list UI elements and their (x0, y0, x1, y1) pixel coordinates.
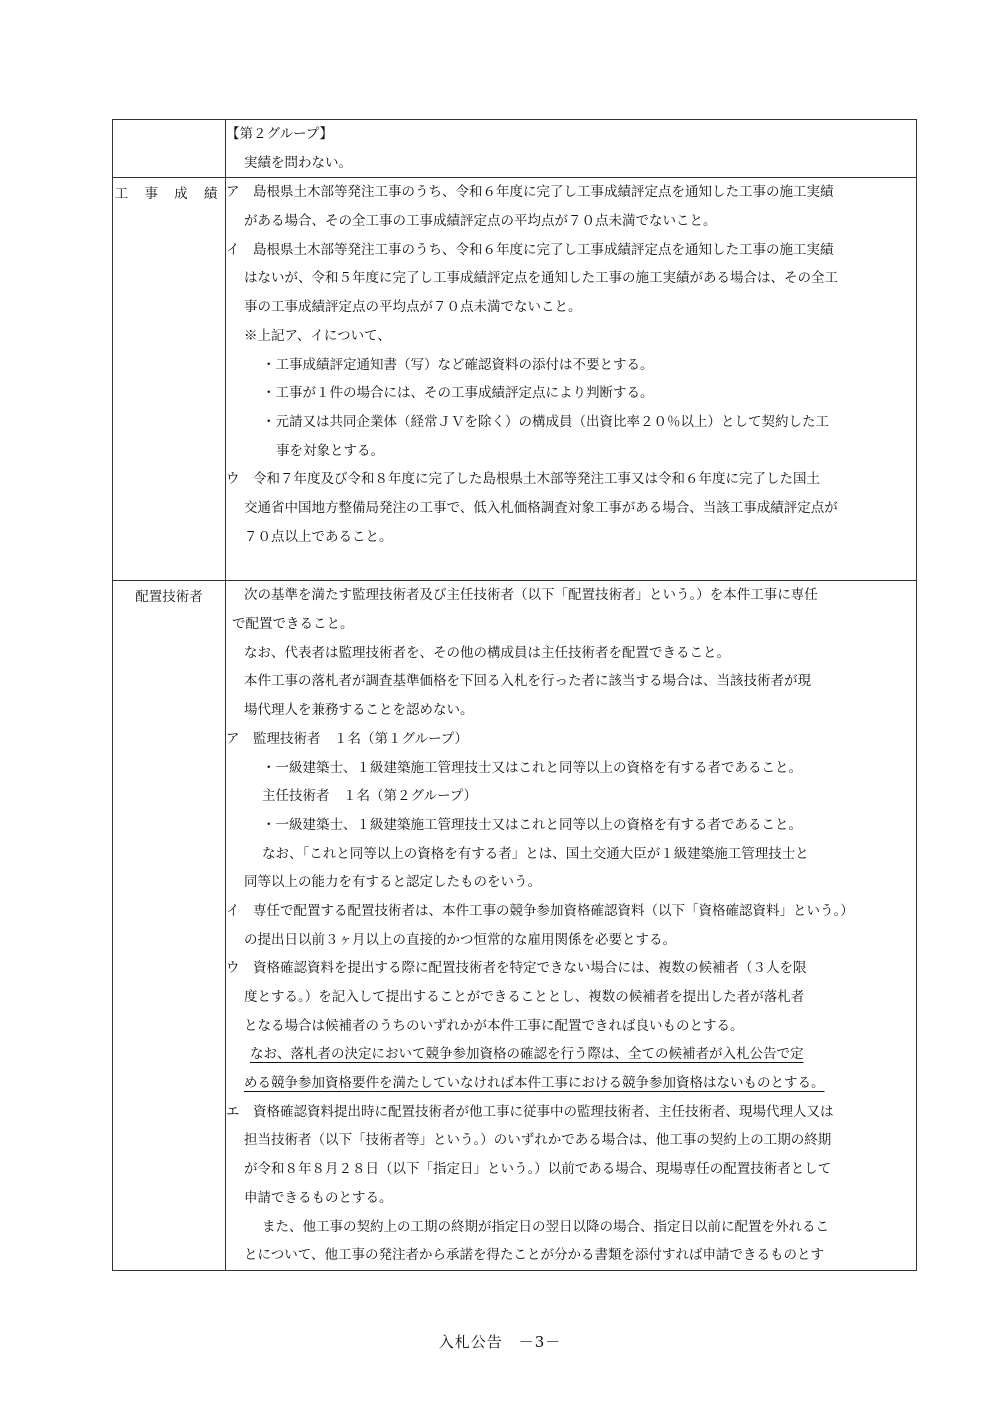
performance-line: イ 島根県土木部等発注工事のうち、令和６年度に完了し工事成績評定点を通知した工事の施工実績 (226, 241, 834, 258)
engineers-line: の提出日以前３ヶ月以上の直接的かつ恒常的な雇用関係を必要とする。 (244, 931, 676, 948)
group2-content (226, 120, 917, 178)
row-label-empty (113, 120, 226, 178)
performance-line: ７０点以上であること。 (244, 528, 393, 545)
performance-line: ウ 令和７年度及び令和８年度に完了した島根県土木部等発注工事又は令和６年度に完了した国土 (226, 471, 820, 488)
engineers-line: 担当技術者（以下「技術者等」という。）のいずれかである場合は、他工事の契約上の工期の終期 (244, 1132, 832, 1149)
table-row-engineers (113, 581, 917, 1271)
performance-line: ・工事成績評定通知書（写）など確認資料の添付は不要とする。 (262, 356, 654, 373)
engineers-line: イ 専任で配置する配置技術者は、本件工事の競争参加資格確認資料（以下「資格確認資料」という。） (226, 902, 854, 919)
engineers-line-underlined: なお、落札者の決定において競争参加資格の確認を行う際は、全ての候補者が入札公告で定 (250, 1046, 804, 1063)
group2-text: 実績を問わない。 (244, 154, 352, 171)
engineers-line-underlined: める競争参加資格要件を満たしていなければ本件工事における競争参加資格はないものとする。 (244, 1075, 825, 1092)
engineers-line: ア 監理技術者 １名（第１グループ） (226, 730, 469, 747)
page-footer: 入札公告 －3－ (438, 1333, 562, 1351)
performance-line: ・工事が１件の場合には、その工事成績評定点により判断する。 (262, 385, 654, 402)
group2-heading: 【第２グループ】 (226, 126, 334, 142)
engineers-line: なお、代表者は監理技術者を、その他の構成員は主任技術者を配置できること。 (244, 644, 730, 661)
engineers-line: 次の基準を満たす監理技術者及び主任技術者（以下「配置技術者」という。）を本件工事に専任 (244, 587, 818, 604)
requirements-table (112, 119, 917, 1271)
engineers-line: 同等以上の能力を有すると認定したものをいう。 (244, 874, 541, 891)
engineers-line: なお、「これと同等以上の資格を有する者」とは、国土交通大臣が１級建築施工管理技士と (262, 845, 809, 862)
table-row-performance (113, 178, 917, 581)
engineers-line: 申請できるものとする。 (244, 1189, 393, 1206)
engineers-content (226, 581, 917, 1271)
engineers-line: 主任技術者 １名（第２グループ） (262, 788, 478, 805)
engineers-line: ・一級建築士、１級建築施工管理技士又はこれと同等以上の資格を有する者であること。 (262, 816, 802, 833)
performance-content (226, 178, 917, 581)
engineers-line: ウ 資格確認資料を提出する際に配置技術者を特定できない場合には、複数の候補者（３人を限 (226, 960, 807, 977)
performance-line: ※上記ア、イについて、 (244, 327, 391, 344)
engineers-line: 度とする。）を記入して提出することができることとし、複数の候補者を提出した者が落札者 (244, 989, 805, 1005)
engineers-line: また、他工事の契約上の工期の終期が指定日の翌日以降の場合、指定日以前に配置を外れるこ (262, 1218, 829, 1235)
performance-label: 工 事 成 績 (114, 186, 224, 203)
row-label-engineers (113, 581, 226, 1271)
performance-line: がある場合、その全工事の工事成績評定点の平均点が７０点未満でないこと。 (244, 213, 717, 230)
performance-line: 事の工事成績評定点の平均点が７０点未満でないこと。 (244, 299, 582, 316)
performance-line: ア 島根県土木部等発注工事のうち、令和６年度に完了し工事成績評定点を通知した工事の施工実績 (226, 184, 834, 201)
performance-line: 交通省中国地方整備局発注の工事で、低入札価格調査対象工事がある場合、当該工事成績評定点が (244, 499, 838, 516)
engineers-line: ・一級建築士、１級建築施工管理技士又はこれと同等以上の資格を有する者であること。 (262, 759, 802, 776)
engineers-line: 場代理人を兼務することを認めない。 (244, 702, 474, 719)
engineers-label: 配置技術者 (135, 589, 203, 606)
engineers-line: が令和８年８月２８日（以下「指定日」という。）以前である場合、現場専任の配置技術者として (244, 1161, 832, 1178)
performance-line: はないが、令和５年度に完了し工事成績評定点を通知した工事の施工実績がある場合は、その全工 (244, 270, 838, 287)
performance-line: 事を対象とする。 (276, 442, 384, 459)
engineers-line: 本件工事の落札者が調査基準価格を下回る入札を行った者に該当する場合は、当該技術者が現 (244, 673, 811, 690)
row-label-performance (113, 178, 226, 581)
engineers-line: エ 資格確認資料提出時に配置技術者が他工事に従事中の監理技術者、主任技術者、現場代理人又は (226, 1103, 834, 1120)
engineers-line: で配置できること。 (232, 616, 354, 633)
engineers-line: とについて、他工事の発注者から承諾を得たことが分かる書類を添付すれば申請できるものとす (244, 1247, 824, 1264)
table-row-group2 (113, 120, 917, 178)
engineers-line: となる場合は候補者のうちのいずれかが本件工事に配置できれば良いものとする。 (244, 1017, 744, 1034)
performance-line: ・元請又は共同企業体（経常ＪＶを除く）の構成員（出資比率２０％以上）として契約した工 (262, 413, 829, 430)
